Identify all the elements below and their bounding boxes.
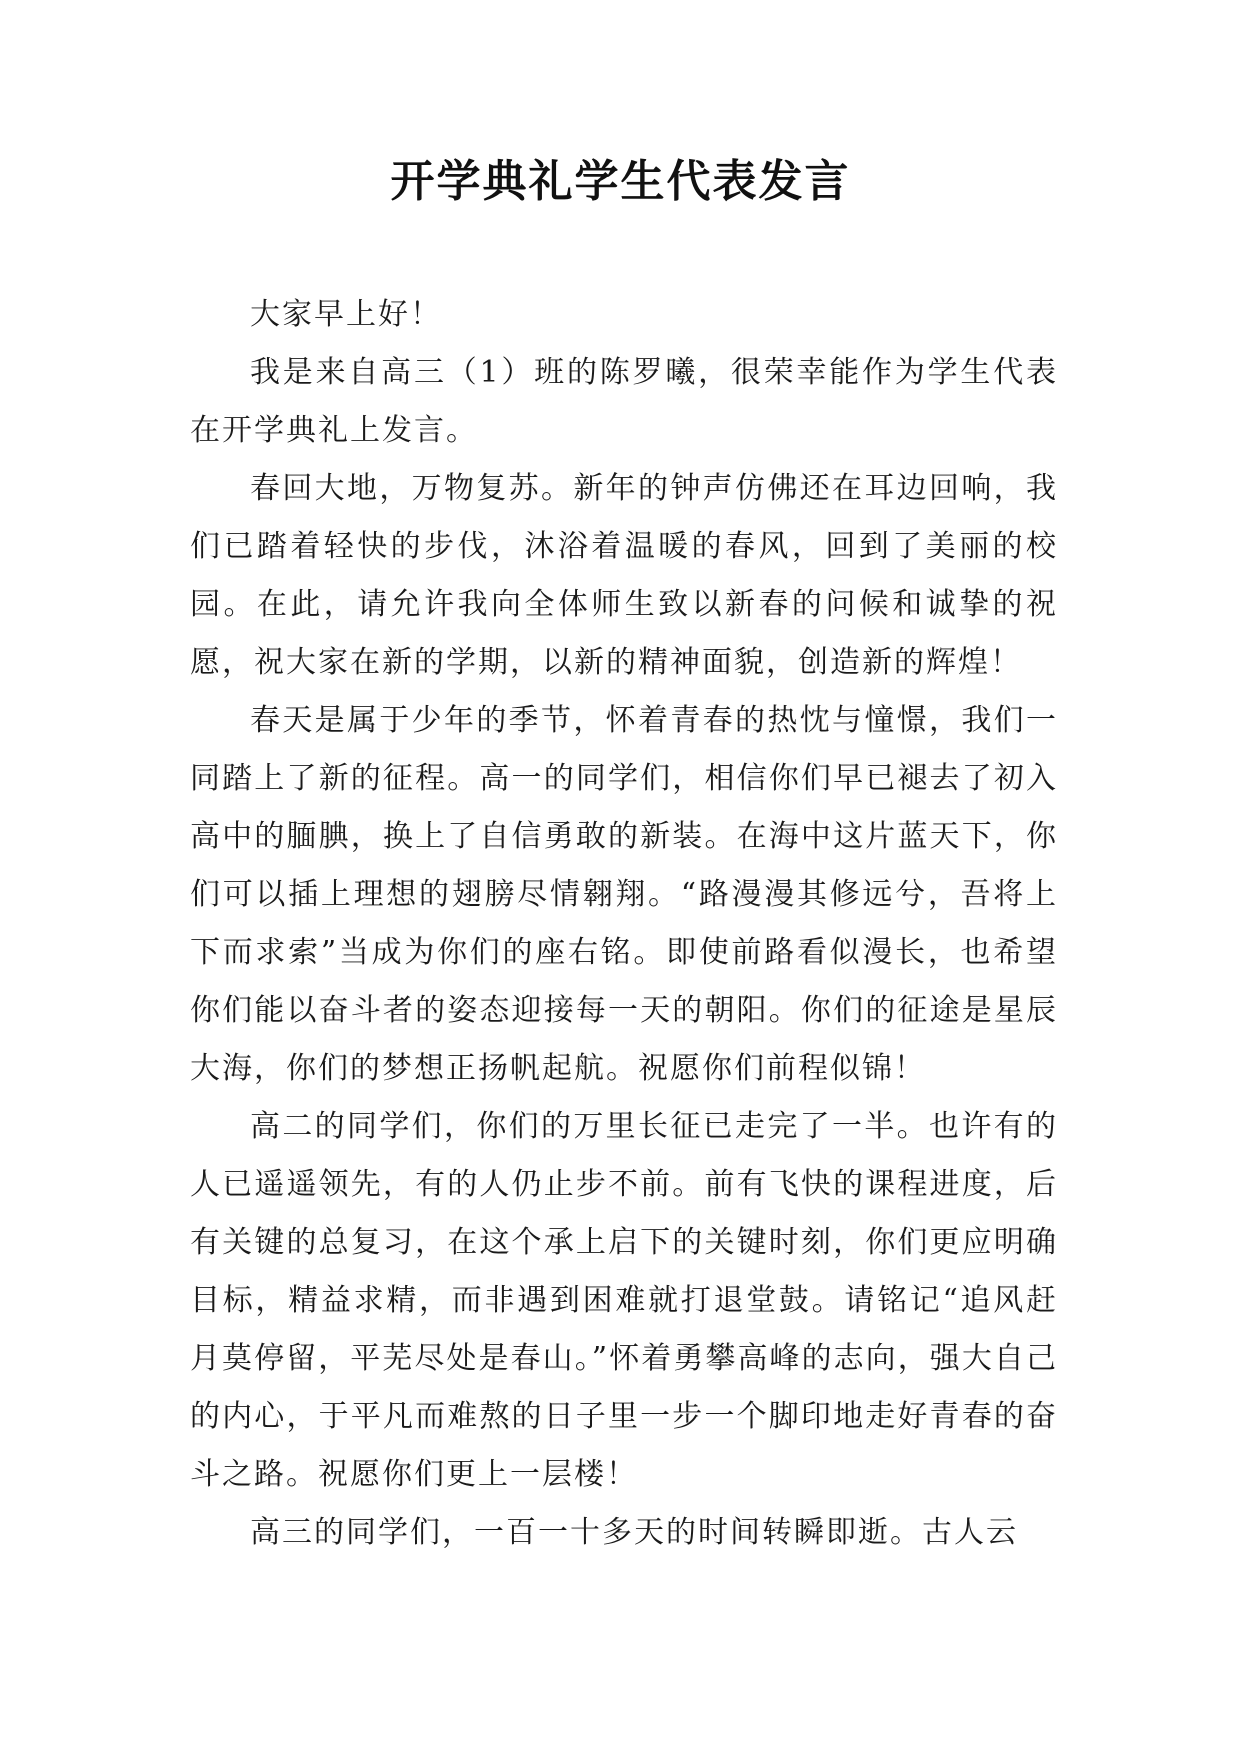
paragraph-grade-one: 春天是属于少年的季节，怀着青春的热忱与憧憬，我们一同踏上了新的征程。高一的同学们，相信你们早已褪去了初入高中的腼腆，换上了自信勇敢的新装。在海中这片蓝天下，你们可以插上理想的翅膀尽情翱翔。“路漫漫其修远兮，吾将上下而求索”当成为你们的座右铭。即使前路看似漫长，也希望你们能以奋斗者的姿态迎接每一天的朝阳。你们的征途是星辰大海，你们的梦想正扬帆起航。祝愿你们前程似锦！ [190, 703, 1058, 1086]
document-title: 开学典礼学生代表发言 [390, 156, 851, 207]
paragraph-grade-three: 高三的同学们，一百一十多天的时间转瞬即逝。古人云 [250, 1515, 1018, 1550]
paragraph-spring-greeting: 春回大地，万物复苏。新年的钟声仿佛还在耳边回响，我们已踏着轻快的步伐，沐浴着温暖的春风，回到了美丽的校园。在此，请允许我向全体师生致以新春的问候和诚挚的祝愿，祝大家在新的学期，以新的精神面貌，创造新的辉煌！ [190, 471, 1058, 680]
paragraph-greeting: 大家早上好！ [250, 297, 442, 332]
document-body [190, 286, 1058, 1562]
paragraph-grade-two: 高二的同学们，你们的万里长征已走完了一半。也许有的人已遥遥领先，有的人仍止步不前。前有飞快的课程进度，后有关键的总复习，在这个承上启下的关键时刻，你们更应明确目标，精益求精，而非遇到困难就打退堂鼓。请铭记“追风赶月莫停留，平芜尽处是春山。”怀着勇攀高峰的志向，强大自己的内心，于平凡而难熬的日子里一步一个脚印地走好青春的奋斗之路。祝愿你们更上一层楼！ [190, 1109, 1058, 1492]
paragraph-introduction: 我是来自高三（1）班的陈罗曦，很荣幸能作为学生代表在开学典礼上发言。 [190, 355, 1058, 448]
